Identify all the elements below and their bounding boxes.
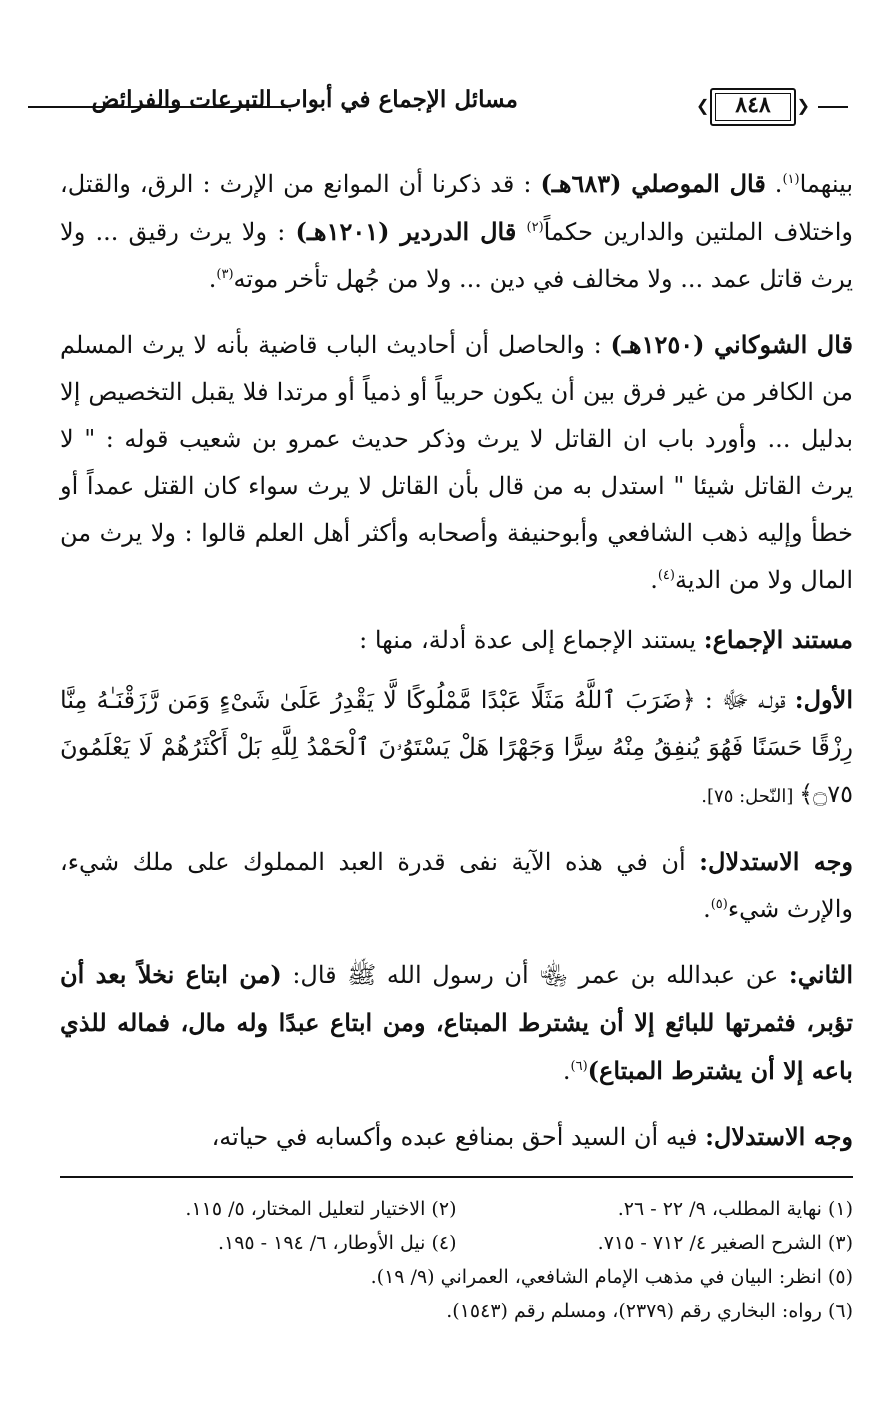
text: : قد ذكرنا أن الموانع من الإرث : الرق، والقتل، واختلاف الملتين والدارين حكماً: [60, 170, 853, 246]
text: .: [562, 1057, 571, 1085]
hadith-text: (من ابتاع نخلاً بعد أن تؤبر، فثمرتها للبائع إلا أن يشترط المبتاع، ومن ابتاع عبدًا وله مال، فماله للذي باعه إلا أن يشترط المبتاع): [60, 960, 853, 1085]
text: .: [650, 566, 658, 594]
header-title: مسائل الإجماع في أبواب التبرعات والفرائض: [91, 86, 518, 113]
scholar-name: قال الدردير (١٢٠١هـ): [295, 217, 517, 246]
footnote-ref-4[interactable]: (٤): [657, 568, 675, 583]
page-number: ٨٤٨: [735, 92, 771, 118]
footnotes: [60, 1192, 853, 1328]
scholar-name: قال الموصلي (٦٨٣هـ): [540, 169, 766, 198]
page-number-frame: [698, 88, 808, 126]
footnote-6: (٦) رواه: البخاري رقم (٢٣٧٩)، ومسلم رقم (١٥٤٣).: [446, 1300, 853, 1322]
text: [516, 218, 526, 246]
text: قولـه ﷻ :: [695, 686, 795, 714]
text: يستند الإجماع إلى عدة أدلة، منها :: [359, 626, 704, 654]
footnote-2: (٢) الاختيار لتعليل المختار، ٥/ ١١٥.: [185, 1198, 457, 1220]
footnote-ref-3[interactable]: (٣): [216, 267, 234, 282]
header-rule-right: [818, 106, 848, 108]
text: فيه أن السيد أحق بمنافع عبده وأكسابه في حياته،: [211, 1123, 706, 1151]
footnote-1: (١) نهاية المطلب، ٩/ ٢٢ - ٢٦.: [617, 1198, 853, 1220]
running-header: [28, 78, 848, 134]
paragraph-6: [60, 951, 853, 1095]
text: أن في هذه الآية نفى قدرة العبد المملوك على ملك شيء، والإرث شيء: [60, 848, 853, 923]
ornament-left-icon: ❮: [696, 96, 710, 115]
evidence-label: الثاني:: [788, 960, 853, 989]
scholar-name: قال الشوكاني (١٢٥٠هـ): [610, 330, 853, 359]
text: : والحاصل أن أحاديث الباب قاضية بأنه لا يرث المسلم من الكافر من غير فرق بين أن يكون حربياً أو ذمياً أو مرتدا فلا يقبل التخصيص إلا بدليل ... وأورد باب ان القاتل لا يرث وذكر حديث عمرو بن شعيب قوله : " لا يرث القاتل شيئا " استدل به من قال بأن القاتل لا يرث سواء كان القتل عمداً أو خطأ وإليه ذهب الشافعي وأبوحنيفة وأصحابه وأكثر أهل العلم قالوا : ولا يرث من المال ولا من الدية: [60, 331, 853, 594]
footnote-row: [60, 1192, 853, 1226]
footnote-5: (٥) انظر: البيان في مذهب الإمام الشافعي، العمراني (٩/ ١٩).: [370, 1266, 853, 1288]
paragraph-4: [60, 676, 853, 820]
section-heading: مستند الإجماع:: [703, 625, 853, 654]
evidence-label: وجه الاستدلال:: [705, 1122, 853, 1151]
paragraph-1: [60, 160, 853, 303]
main-text: [60, 160, 853, 1161]
quran-verse: ﴿ضَرَبَ ٱللَّهُ مَثَلًا عَبْدًا مَّمْلُوكًا لَّا يَقْدِرُ عَلَىٰ شَىْءٍ وَمَن رَّزَقْنَـٰهُ مِنَّا رِزْقًا حَسَنًا فَهُوَ يُنفِقُ مِنْهُ سِرًّا وَجَهْرًا هَلْ يَسْتَوُۥنَ ٱلْحَمْدُ لِلَّهِ بَلْ أَكْثَرُهُمْ لَا يَعْلَمُونَ ۝٧٥﴾: [60, 686, 853, 808]
verse-reference: [النّحل: ٧٥].: [701, 786, 800, 807]
footnote-ref-5[interactable]: (٥): [710, 897, 728, 912]
text: بينهما: [799, 170, 853, 198]
footnote-3: (٣) الشرح الصغير ٤/ ٧١٢ - ٧١٥.: [597, 1232, 853, 1254]
text: عن عبدالله بن عمر ﵄ أن رسول الله ﷺ قال:: [281, 961, 789, 989]
footnote-ref-2[interactable]: (٢): [526, 220, 544, 235]
evidence-label: وجه الاستدلال:: [699, 847, 854, 876]
footnote-row: [60, 1226, 853, 1260]
text: .: [765, 170, 783, 198]
paragraph-7: [60, 1113, 853, 1161]
text: .: [208, 265, 217, 293]
paragraph-5: [60, 838, 853, 933]
ornament-right-icon: ❯: [796, 96, 810, 115]
evidence-label: الأول:: [794, 685, 853, 714]
text: : ولا يرث رقيق ... ولا يرث قاتل عمد ... ولا مخالف في دين ... ولا من جُهل تأخر موته: [60, 218, 853, 293]
text: .: [703, 895, 711, 923]
paragraph-2: [60, 321, 853, 604]
footnote-separator: [60, 1176, 853, 1178]
footnote-ref-1[interactable]: (١): [782, 172, 800, 187]
paragraph-3: [60, 616, 853, 664]
footnote-ref-6[interactable]: (٦): [570, 1059, 588, 1074]
footnote-4: (٤) نيل الأوطار، ٦/ ١٩٤ - ١٩٥.: [217, 1232, 457, 1254]
